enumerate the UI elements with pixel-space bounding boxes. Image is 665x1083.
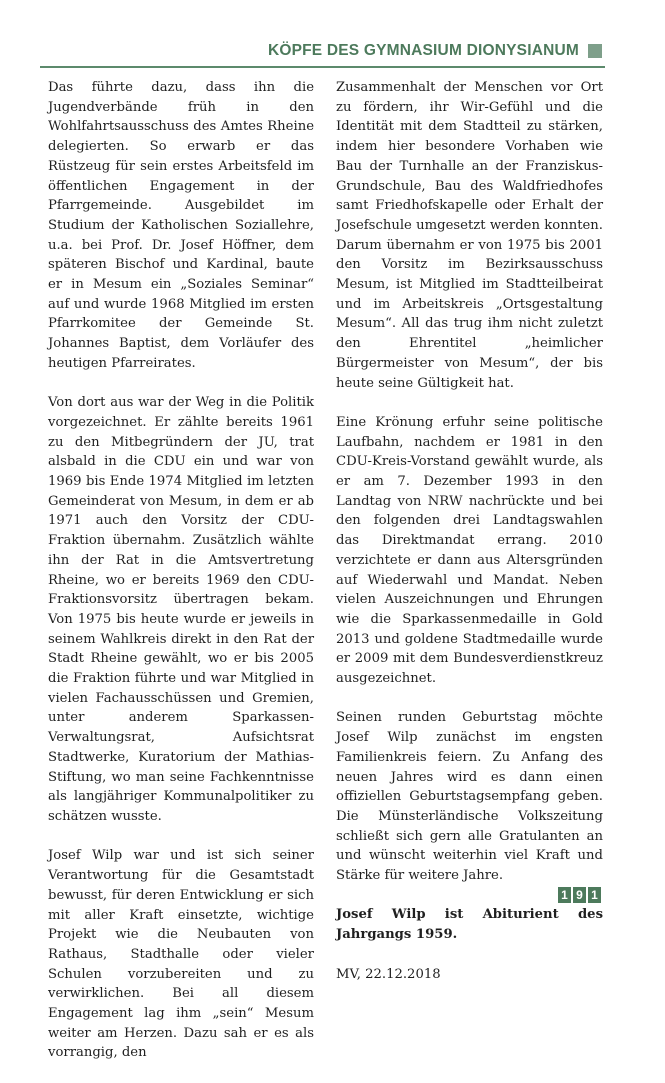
abitur-note: Josef Wilp ist Abiturient des Jahrgangs 1959.: [336, 907, 603, 943]
paragraph-right-3: Seinen runden Geburtstag möchte Josef Wilp zunächst im engsten Familienkreis feiern. Zu Anfang des neuen Jahres wird es dann einen offiziellen Geburtstagsempfang geben. Die Münsterländische Volkszeitung schließt sich gern alle Gratulanten an und wünscht weiterhin viel Kraft und Stärke für weitere Jahre.: [336, 710, 603, 884]
page-number-digit: 9: [573, 887, 586, 903]
paragraph-right-1: Zusammenhalt der Menschen vor Ort zu fördern, ihr Wir-Gefühl und die Identität mit dem Stadtteil zu stärken, indem hier besondere Vorhaben wie Bau der Turnhalle an der Franziskus-Grundschule, Bau des Waldfriedhofes samt Friedhofskapelle oder Erhalt der Josefschule umgesetzt werden konnten. Darum übernahm er von 1975 bis 2001 den Vorsitz im Bezirksausschuss Mesum, ist Mitglied im Stadtteilbeirat und im Arbeitskreis „Ortsgestaltung Mesum“. All das trug ihm nicht zuletzt den Ehrentitel „heimlicher Bürgermeister von Mesum“, der bis heute seine Gültigkeit hat.: [336, 80, 603, 391]
page-number-digit: 1: [558, 887, 571, 903]
signature: MV, 22.12.2018: [336, 966, 441, 982]
header-title: KÖPFE DES GYMNASIUM DIONYSIANUM: [267, 42, 579, 59]
left-column: [48, 78, 314, 1083]
header-square-ornament: [588, 44, 602, 58]
running-header: [40, 41, 605, 63]
paragraph-right-2: Eine Krönung erfuhr seine politische Laufbahn, nachdem er 1981 in den CDU-Kreis-Vorstand gewählt wurde, als er am 7. Dezember 1993 in den Landtag von NRW nachrückte und bei den folgenden drei Landtagswahlen das Direktmandat errang. 2010 verzichtete er dann aus Altersgründen auf Wiederwahl und Mandat. Neben vielen Auszeichnungen und Ehrungen wie die Sparkassenmedaille in Gold 2013 und goldene Stadtmedaille wurde er 2009 mit dem Bundesverdienstkreuz ausgezeichnet.: [336, 414, 603, 687]
page-number: [558, 887, 601, 903]
header-rule: [40, 66, 605, 68]
paragraph-left-3: Josef Wilp war und ist sich seiner Verantwortung für die Gesamtstadt bewusst, für deren Entwicklung er sich mit aller Kraft einsetzte, wichtige Projekt wie die Neubauten von Rathaus, Stadthalle oder vieler Schulen vorzubereiten und zu verwirklichen. Bei all diesem Engagement lag ihm „sein“ Mesum weiter am Herzen. Dazu sah er es als vorrangig, den: [48, 848, 314, 1061]
page-number-digit: 1: [588, 887, 601, 903]
paragraph-left-2: Von dort aus war der Weg in die Politik vorgezeichnet. Er zählte bereits 1961 zu den Mitbegründern der JU, trat alsbald in die CDU ein und war von 1969 bis Ende 1974 Mitglied im letzten Gemeinderat von Mesum, in dem er ab 1971 auch den Vorsitz der CDU-Fraktion übernahm. Zusätzlich wählte ihn der Rat in die Amtsvertretung Rheine, wo er bereits 1969 den CDU-Fraktionsvorsitz übertragen bekam. Von 1975 bis heute wurde er jeweils in seinem Wahlkreis direkt in den Rat der Stadt Rheine gewählt, wo er bis 2005 die Fraktion führte und war Mitglied in vielen Fachausschüssen und Gremien, unter anderem Sparkassen-Verwaltungsrat, Aufsichtsrat Stadtwerke, Kuratorium der Mathias-Stiftung, wo man seine Fachkenntnisse als langjähriger Kommunalpolitiker zu schätzen wusste.: [48, 395, 314, 824]
right-column: [336, 78, 603, 1004]
paragraph-left-1: Das führte dazu, dass ihn die Jugendverbände früh in den Wohlfahrtsausschuss des Amtes Rheine delegierten. So erwarb er das Rüstzeug für sein erstes Arbeitsfeld im öffentlichen Engagement in der Pfarrgemeinde. Ausgebildet im Studium der Katholischen Soziallehre, u.a. bei Prof. Dr. Josef Höffner, dem späteren Bischof und Kardinal, baute er in Mesum ein „Soziales Seminar“ auf und wurde 1968 Mitglied im ersten Pfarrkomitee der Gemeinde St. Johannes Baptist, dem Vorläufer des heutigen Pfarreirates.: [48, 80, 314, 371]
